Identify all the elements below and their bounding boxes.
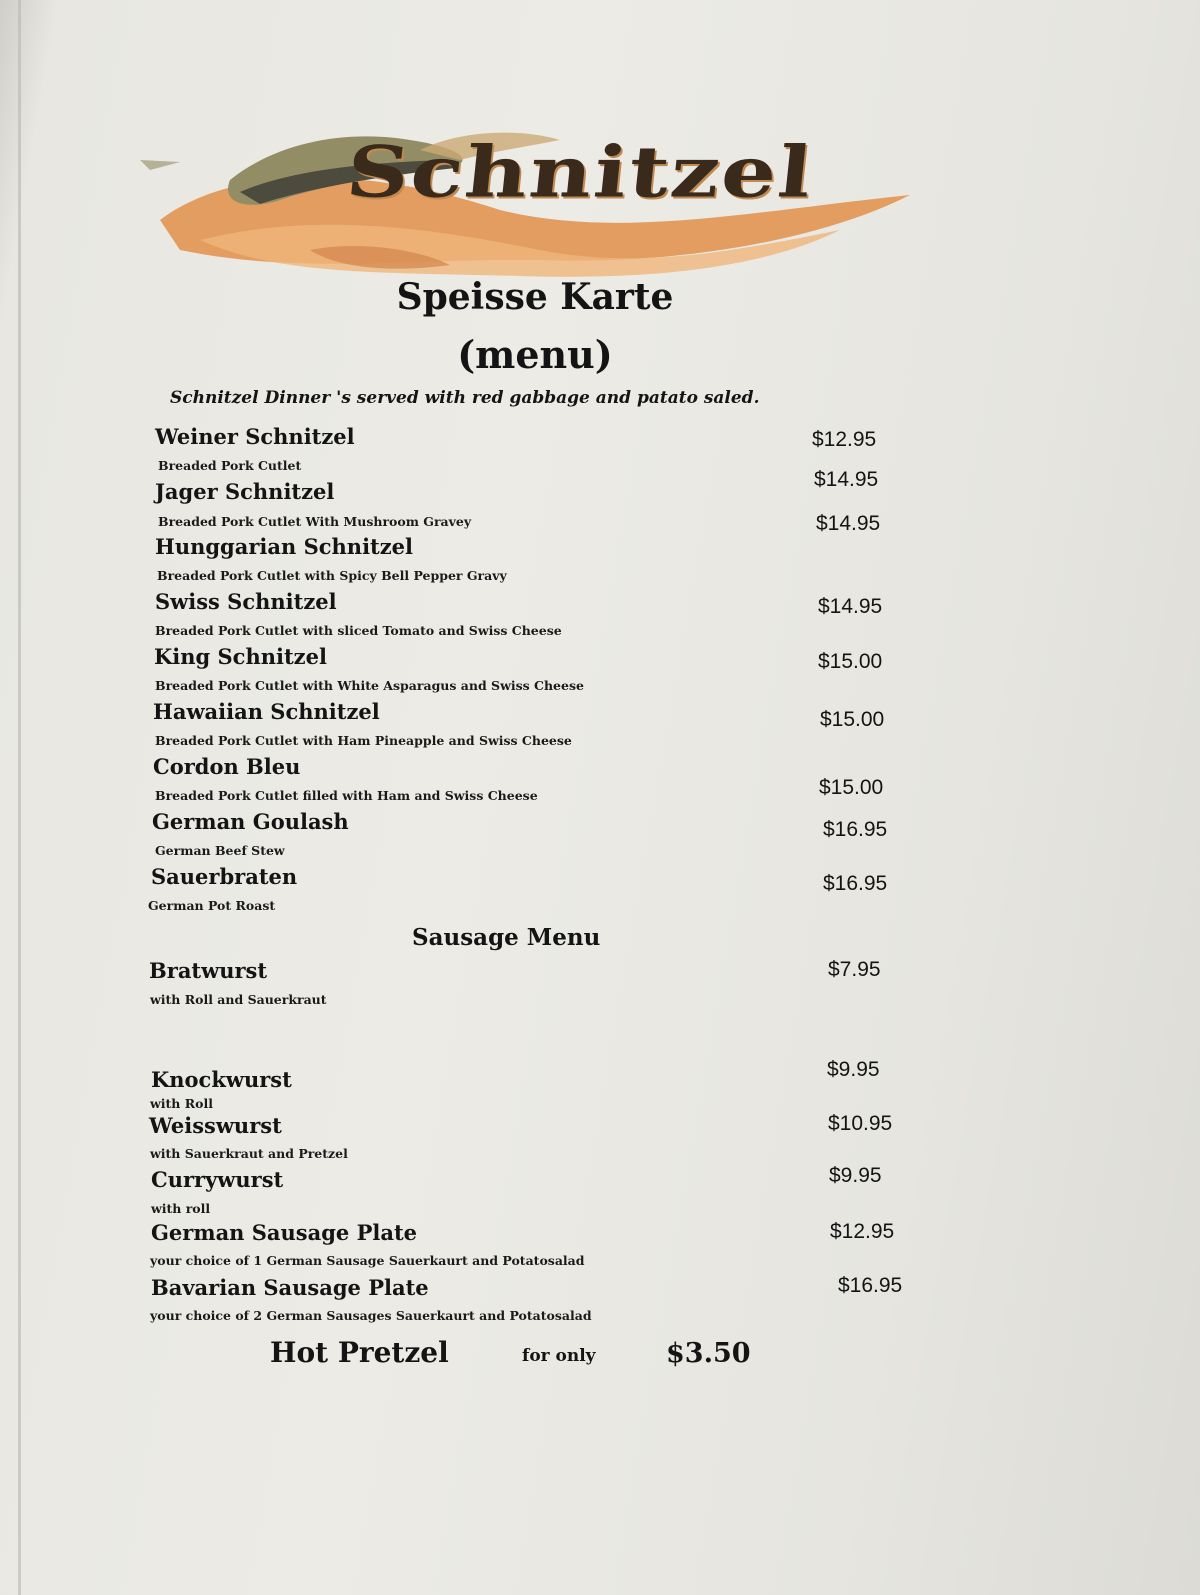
menu-item-price: $15.00 [818,650,883,673]
menu-item-name: Weiner Schnitzel [155,424,355,449]
menu-item-name: German Goulash [152,809,349,834]
menu-item-desc: your choice of 2 German Sausages Sauerkaurt and Potatosalad [150,1308,592,1323]
hot-pretzel-label: Hot Pretzel [270,1336,449,1369]
menu-item-price: $14.95 [818,595,883,618]
menu-item-price: $16.95 [823,818,888,841]
menu-item-desc: with Sauerkraut and Pretzel [150,1146,348,1161]
hot-pretzel-for-only: for only [522,1346,596,1366]
menu-item-name: Sauerbraten [151,864,298,889]
menu-item-price: $15.00 [819,776,884,799]
menu-item-price: $12.95 [830,1220,895,1243]
menu-item-price: $7.95 [828,958,881,981]
menu-item-desc: Breaded Pork Cutlet with sliced Tomato and Swiss Cheese [155,623,562,638]
logo-wordmark: Schnitzel [342,131,818,214]
menu-item-name: German Sausage Plate [151,1220,418,1245]
menu-item-name: King Schnitzel [154,644,327,669]
menu-item-price: $12.95 [812,428,877,451]
menu-item-name: Weisswurst [149,1113,282,1138]
menu-item-price: $14.95 [816,512,881,535]
laminate-edge [18,0,21,1595]
menu-item-desc: Breaded Pork Cutlet With Mushroom Gravey [158,514,472,529]
hot-pretzel-price: $3.50 [666,1338,751,1369]
menu-item-desc: Breaded Pork Cutlet filled with Ham and Swiss Cheese [155,788,538,803]
menu-item-desc: Breaded Pork Cutlet with Ham Pineapple and Swiss Cheese [155,733,572,748]
menu-item-desc: Breaded Pork Cutlet [158,458,302,473]
menu-item-name: Cordon Bleu [153,754,301,779]
menu-item-name: Swiss Schnitzel [155,589,337,614]
menu-item-desc: Breaded Pork Cutlet with White Asparagus and Swiss Cheese [155,678,584,693]
menu-item-name: Jager Schnitzel [155,479,335,504]
menu-item-price: $14.95 [814,468,879,491]
menu-item-desc: your choice of 1 German Sausage Sauerkaurt and Potatosalad [150,1253,585,1268]
dinner-note: Schnitzel Dinner 's served with red gabbage and patato saled. [170,388,760,408]
menu-item-price: $15.00 [820,708,885,731]
menu-item-price: $10.95 [828,1112,893,1135]
menu-item-price: $16.95 [823,872,888,895]
menu-item-name: Bratwurst [149,958,268,983]
sausage-section-title: Sausage Menu [412,924,601,951]
menu-item-desc: German Pot Roast [148,898,276,913]
menu-item-desc: with roll [151,1201,211,1216]
menu-item-name: Bavarian Sausage Plate [151,1275,429,1300]
menu-item-price: $9.95 [829,1164,882,1187]
menu-title-translation: (menu) [457,332,613,377]
menu-item-desc: with Roll and Sauerkraut [150,992,327,1007]
menu-item-name: Hawaiian Schnitzel [153,699,380,724]
menu-item-desc: with Roll [150,1096,213,1111]
menu-item-name: Currywurst [151,1167,284,1192]
menu-item-name: Knockwurst [151,1067,292,1092]
menu-item-name: Hunggarian Schnitzel [155,534,414,559]
menu-item-desc: German Beef Stew [155,843,285,858]
menu-item-price: $16.95 [838,1274,903,1297]
menu-title: Speisse Karte [396,276,674,318]
menu-item-price: $9.95 [827,1058,880,1081]
menu-item-desc: Breaded Pork Cutlet with Spicy Bell Pepper Gravy [157,568,507,583]
